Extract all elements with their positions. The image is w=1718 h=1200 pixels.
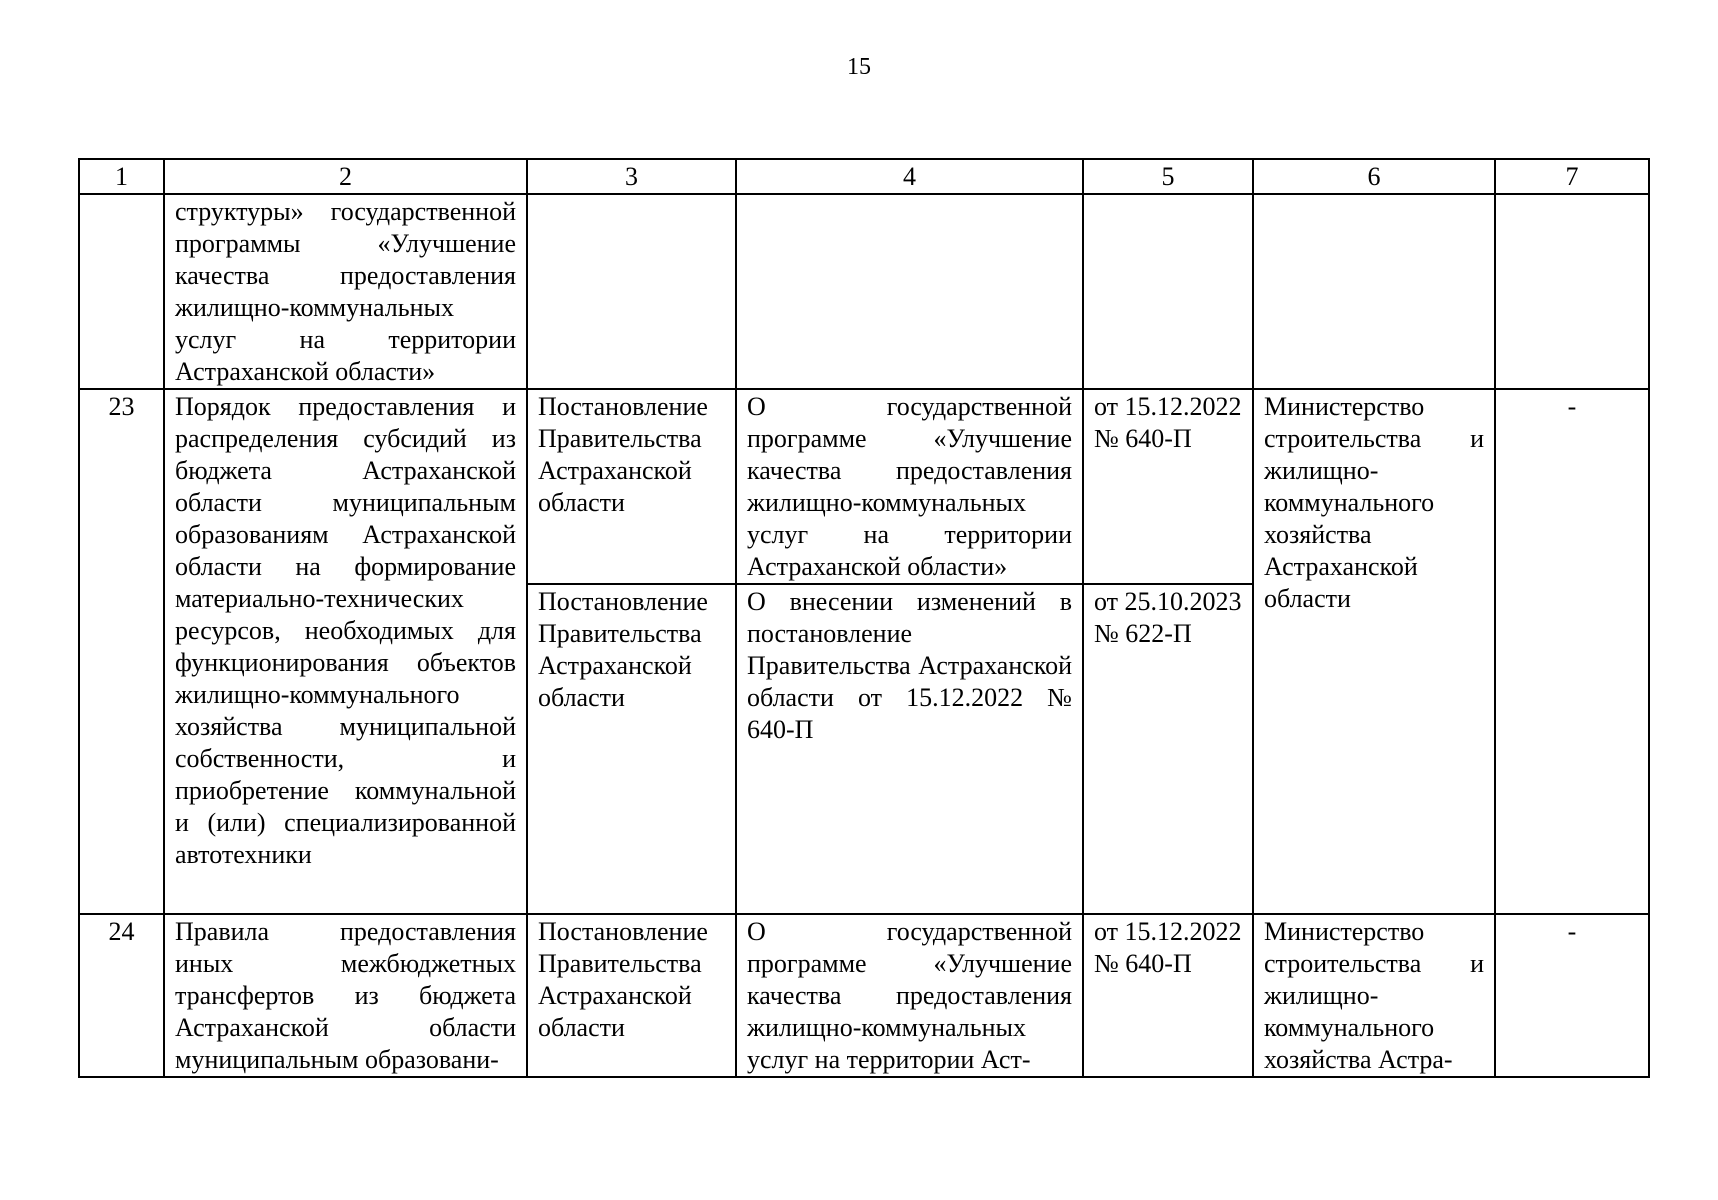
doc-title-cell bbox=[736, 194, 1083, 389]
note-cell bbox=[1495, 194, 1649, 389]
responsible-cell: Министерство строительства и жилищно-коммунального хозяйства Астра- bbox=[1253, 914, 1495, 1077]
doc-type-cell: Постановление Правительства Астраханской области bbox=[527, 914, 736, 1077]
header-cell: 5 bbox=[1083, 159, 1253, 194]
doc-title-cell: О внесении изменений в постановление Правительства Астраханской области от 15.12.2022 № 640-П bbox=[736, 584, 1083, 914]
header-cell: 7 bbox=[1495, 159, 1649, 194]
table-header-row bbox=[79, 159, 1649, 194]
doc-type-cell: Постановление Правительства Астраханской области bbox=[527, 389, 736, 584]
registry-table bbox=[78, 158, 1650, 1078]
header-cell: 3 bbox=[527, 159, 736, 194]
doc-title-cell: О государственной программе «Улучшение качества предоставления жилищно-коммунальных услуг на территории Аст- bbox=[736, 914, 1083, 1077]
note-cell: - bbox=[1495, 389, 1649, 914]
row-number-cell: 24 bbox=[79, 914, 164, 1077]
responsible-cell bbox=[1253, 194, 1495, 389]
doc-date-cell: от 15.12.2022 № 640-П bbox=[1083, 389, 1253, 584]
doc-date-cell: от 15.12.2022 № 640-П bbox=[1083, 914, 1253, 1077]
act-name-cell: Порядок предоставления и распределения субсидий из бюджета Астраханской области муниципальным образованиям Астраханской области на формирование материально-технических ресурсов, необходимых для функционирования объектов жилищно-коммунального хозяйства муниципальной собственности, и приобретение коммунальной и (или) специализированной автотехники bbox=[164, 389, 527, 914]
doc-date-cell bbox=[1083, 194, 1253, 389]
doc-type-cell: Постановление Правительства Астраханской области bbox=[527, 584, 736, 914]
doc-type-cell bbox=[527, 194, 736, 389]
doc-title-cell: О государственной программе «Улучшение качества предоставления жилищно-коммунальных услуг на территории Астраханской области» bbox=[736, 389, 1083, 584]
table-row-23 bbox=[79, 389, 1649, 584]
header-cell: 1 bbox=[79, 159, 164, 194]
row-number-cell: 23 bbox=[79, 389, 164, 914]
page-number: 15 bbox=[847, 54, 871, 80]
table-row-continuation bbox=[79, 194, 1649, 389]
table-row-24 bbox=[79, 914, 1649, 1077]
header-cell: 2 bbox=[164, 159, 527, 194]
header-cell: 6 bbox=[1253, 159, 1495, 194]
act-name-cell: Правила предоставления иных межбюджетных трансфертов из бюджета Астраханской области муниципальным образовани- bbox=[164, 914, 527, 1077]
header-cell: 4 bbox=[736, 159, 1083, 194]
row-number-cell bbox=[79, 194, 164, 389]
doc-date-cell: от 25.10.2023 № 622-П bbox=[1083, 584, 1253, 914]
act-name-cell: структуры» государственной программы «Улучшение качества предоставления жилищно-коммунальных услуг на территории Астраханской области» bbox=[164, 194, 527, 389]
responsible-cell: Министерство строительства и жилищно-коммунального хозяйства Астраханской области bbox=[1253, 389, 1495, 914]
note-cell: - bbox=[1495, 914, 1649, 1077]
